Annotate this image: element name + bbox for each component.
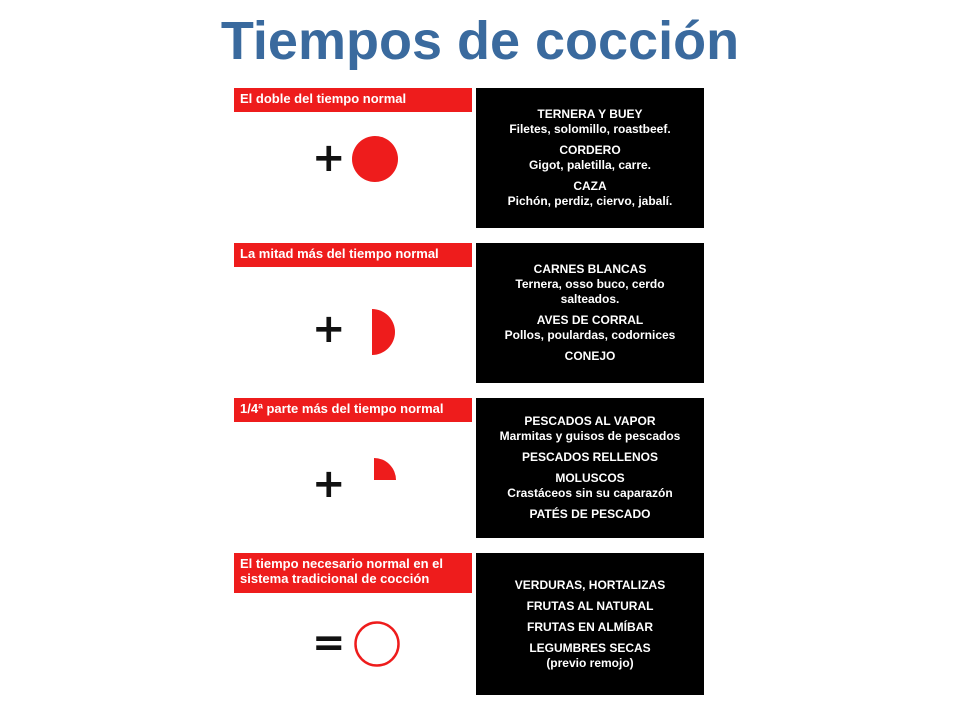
food-group <box>482 599 698 614</box>
food-group-heading: PESCADOS RELLENOS <box>521 450 659 464</box>
food-group-detail: Pollos, poulardas, codornices <box>504 328 676 342</box>
food-list <box>476 243 704 383</box>
food-group-heading: FRUTAS AL NATURAL <box>526 598 654 613</box>
food-group-detail: (previo remojo) <box>546 655 634 670</box>
section-quarter-more-time <box>234 398 704 538</box>
food-group <box>482 414 698 444</box>
food-list <box>476 398 704 538</box>
food-list <box>476 553 704 695</box>
section-label <box>234 243 472 267</box>
empty-circle-outline-icon <box>352 619 402 669</box>
section-left-column <box>234 243 472 383</box>
food-group <box>482 578 698 593</box>
equals-operator: = <box>312 620 346 666</box>
section-label-line: sistema tradicional de cocción <box>240 571 430 586</box>
food-group-heading: PESCADOS AL VAPOR <box>524 414 656 428</box>
food-group-heading: AVES DE CORRAL <box>536 313 644 327</box>
section-double-time <box>234 88 704 228</box>
section-left-column <box>234 398 472 538</box>
food-group-heading: LEGUMBRES SECAS <box>529 640 651 655</box>
food-group-heading: CAZA <box>573 179 607 193</box>
food-group-heading: CONEJO <box>564 349 616 363</box>
section-label <box>234 553 472 593</box>
plus-operator: + <box>312 135 346 181</box>
food-group <box>482 450 698 465</box>
food-group-detail: Crastáceos sin su caparazón <box>507 486 673 500</box>
food-group-heading: MOLUSCOS <box>555 471 625 485</box>
page-title: Tiempos de cocción <box>220 11 740 71</box>
food-group-heading: CARNES BLANCAS <box>533 262 647 276</box>
food-group-heading: PATÉS DE PESCADO <box>529 507 651 521</box>
food-group <box>482 262 698 307</box>
half-circle-filled-icon <box>370 309 400 355</box>
food-group-heading: CORDERO <box>559 143 621 157</box>
food-group <box>482 349 698 364</box>
food-group-detail: Ternera, osso buco, cerdo <box>515 277 665 291</box>
food-group <box>482 507 698 522</box>
food-group <box>482 641 698 671</box>
food-group-heading: VERDURAS, HORTALIZAS <box>514 577 666 592</box>
full-circle-filled-icon <box>350 134 400 184</box>
plus-operator: + <box>312 306 346 352</box>
section-normal-time <box>234 553 704 695</box>
food-group-detail: Filetes, solomillo, roastbeef. <box>509 122 671 136</box>
quarter-circle-filled-icon <box>372 456 398 482</box>
section-label-line: El doble del tiempo normal <box>240 91 407 106</box>
section-left-column <box>234 88 472 228</box>
food-group <box>482 143 698 173</box>
food-group-detail: Marmitas y guisos de pescados <box>499 429 681 443</box>
food-list <box>476 88 704 228</box>
food-group <box>482 107 698 137</box>
food-group <box>482 313 698 343</box>
food-group <box>482 471 698 501</box>
food-group-detail: Pichón, perdiz, ciervo, jabalí. <box>507 194 673 208</box>
section-label-line: La mitad más del tiempo normal <box>240 246 439 261</box>
section-left-column <box>234 553 472 695</box>
food-group-heading: FRUTAS EN ALMÍBAR <box>527 619 653 634</box>
food-group <box>482 620 698 635</box>
section-label <box>234 88 472 112</box>
food-group-heading: TERNERA Y BUEY <box>537 107 643 121</box>
section-label-line: El tiempo necesario normal en el <box>240 556 444 571</box>
plus-operator: + <box>312 461 346 507</box>
food-group <box>482 179 698 209</box>
section-half-more-time <box>234 243 704 383</box>
section-label-line: 1/4ª parte más del tiempo normal <box>240 401 444 416</box>
section-label <box>234 398 472 422</box>
food-group-detail: salteados. <box>560 292 620 306</box>
food-group-detail: Gigot, paletilla, carre. <box>528 158 652 172</box>
